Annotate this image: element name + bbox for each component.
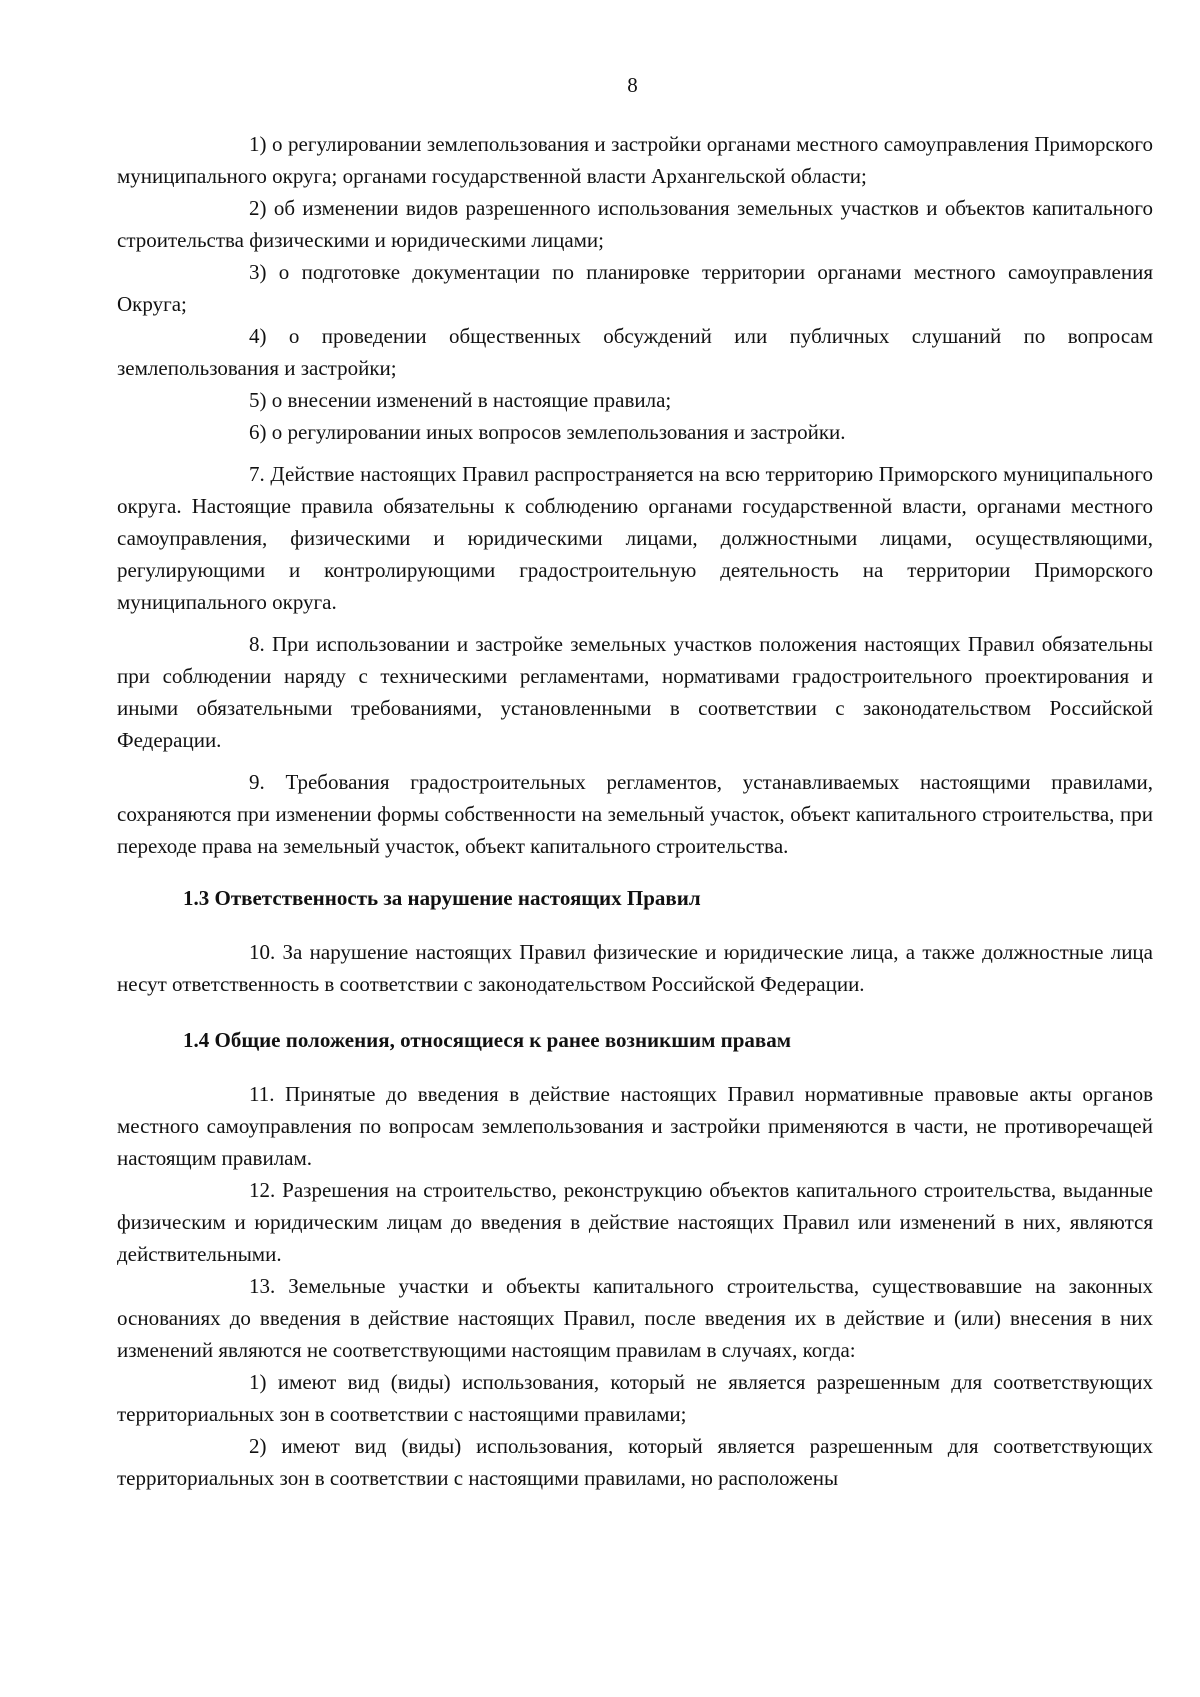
section-heading-1-4: 1.4 Общие положения, относящиеся к ранее возникшим правам: [183, 1028, 792, 1052]
list-item: [117, 384, 1153, 416]
paragraph-number: 11.: [249, 1082, 275, 1106]
paragraph-number: 9.: [249, 770, 265, 794]
list-item: [117, 128, 1153, 192]
list-item-number: 6): [249, 420, 267, 444]
paragraph-text: Требования градостроительных регламентов, устанавливаемых настоящими правилами, сохраняются при изменении формы собственности на земельный участок, объект капитального строительства, при переходе права на земельный участок, объект капитального строительства.: [117, 770, 1154, 858]
numbered-paragraph: [117, 1078, 1153, 1174]
list-item-text: об изменении видов разрешенного использования земельных участков и объектов капитального строительства физическими и юридическими лицами;: [117, 196, 1154, 252]
paragraph-text: Принятые до введения в действие настоящих Правил нормативные правовые акты органов местного самоуправления по вопросам землепользования и застройки применяются в части, не противоречащей настоящим правилам.: [117, 1082, 1153, 1170]
list-item-text: о внесении изменений в настоящие правила;: [271, 388, 672, 412]
list-item-number: 4): [249, 324, 267, 348]
paragraph-number: 7.: [249, 462, 265, 486]
sub-list-item-number: 1): [249, 1370, 267, 1394]
numbered-paragraph: [117, 1270, 1153, 1366]
list-item-number: 3): [249, 260, 267, 284]
list-item: [117, 256, 1153, 320]
paragraph-number: 12.: [249, 1178, 276, 1202]
list-item-number: 1): [249, 132, 267, 156]
list-item: [117, 416, 1153, 448]
paragraph-number: 10.: [249, 940, 276, 964]
list-item: [117, 192, 1153, 256]
section-heading-1-3: 1.3 Ответственность за нарушение настоящих Правил: [183, 886, 701, 910]
list-item-text: о проведении общественных обсуждений или публичных слушаний по вопросам землепользования и застройки;: [117, 324, 1154, 380]
numbered-paragraph: [117, 458, 1153, 618]
list-item-number: 2): [249, 196, 267, 220]
sub-list-item: [117, 1430, 1153, 1494]
sub-list-item: [117, 1366, 1153, 1430]
list-item-text: о подготовке документации по планировке территории органами местного самоуправления Округа;: [117, 260, 1153, 316]
paragraph-text: Действие настоящих Правил распространяется на всю территорию Приморского муниципального округа. Настоящие правила обязательны к соблюдению органами государственной власти, органами местного самоуправления, физическими и юридическими лицами, должностными лицами, осуществляющими, регулирующими и контролирующими градостроительную деятельность на территории Приморского муниципального округа.: [117, 462, 1154, 614]
paragraph-text: При использовании и застройке земельных участков положения настоящих Правил обязательны при соблюдении наряду с техническими регламентами, нормативами градостроительного проектирования и иными обязательными требованиями, установленными в соответствии с законодательством Российской Федерации.: [117, 632, 1154, 752]
list-item-text: о регулировании землепользования и застройки органами местного самоуправления Приморского муниципального округа; органами государственной власти Архангельской области;: [117, 132, 1153, 188]
list-item-text: о регулировании иных вопросов землепользования и застройки.: [271, 420, 846, 444]
numbered-paragraph: [117, 766, 1153, 862]
paragraph-number: 13.: [249, 1274, 276, 1298]
paragraph-text: Разрешения на строительство, реконструкцию объектов капитального строительства, выданные физическим и юридическим лицам до введения в действие настоящих Правил или изменений в них, являются действительными.: [117, 1178, 1153, 1266]
sub-list-item-text: имеют вид (виды) использования, который является разрешенным для соответствующих территориальных зон в соответствии с настоящими правилами, но расположены: [117, 1434, 1153, 1490]
page-number: 8: [627, 73, 638, 97]
list-item: [117, 320, 1153, 384]
sub-list-item-text: имеют вид (виды) использования, который не является разрешенным для соответствующих территориальных зон в соответствии с настоящими правилами;: [117, 1370, 1153, 1426]
numbered-paragraph: [117, 1174, 1153, 1270]
numbered-paragraph: [117, 628, 1153, 756]
list-item-number: 5): [249, 388, 267, 412]
document-body: [117, 128, 1153, 1494]
numbered-paragraph: [117, 936, 1153, 1000]
sub-list-item-number: 2): [249, 1434, 267, 1458]
paragraph-text: За нарушение настоящих Правил физические и юридические лица, а также должностные лица несут ответственность в соответствии с законодательством Российской Федерации.: [117, 940, 1153, 996]
paragraph-text: Земельные участки и объекты капитального строительства, существовавшие на законных основаниях до введения в действие настоящих Правил, после введения их в действие и (или) внесения в них изменений являются не соответствующими настоящим правилам в случаях, когда:: [117, 1274, 1153, 1362]
paragraph-number: 8.: [249, 632, 265, 656]
